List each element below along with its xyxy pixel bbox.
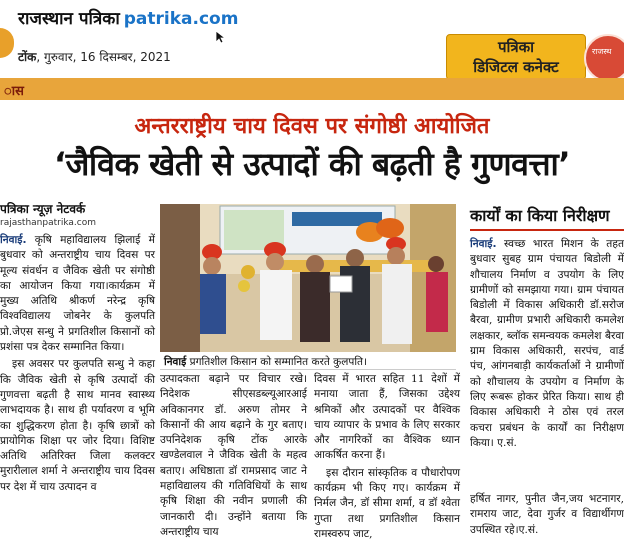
seal-text: राजस्थ [592, 47, 612, 56]
digital-connect-line2: डिजिटल कनेक्ट [473, 58, 559, 76]
kicker-headline: अन्तरराष्ट्रीय चाय दिवस पर संगोष्ठी आयोजित [134, 114, 490, 139]
brand-hindi: राजस्थान पत्रिका [18, 9, 120, 29]
side-story [470, 204, 624, 451]
article-paragraph: इस अवसर पर कुलपति सन्धु ने कहा कि जैविक खेती से कृषि उत्पादों की गुणवत्ता बढ़ती है साथ मानव स्वास्थ्य लाभदायक है। साथ ही पर्यावरण व भूमि का शुद्धिकरण होता है। कृषि छात्रों को प्रायोगिक शिक्षा पर जोर दिया। विशिष्ट अतिथि अतिरिक्त जिला कलक्टर मुरारीलाल शर्मा ने अन्तराष्ट्रीय चाय दिवस पर देश में चाय उत्पादन व [0, 358, 155, 493]
decorative-curve [0, 28, 14, 58]
digital-connect-line1: पत्रिका [497, 38, 535, 56]
edition-dateline [18, 48, 171, 65]
edition-place: टोंक [18, 50, 37, 64]
article-dateline: निवाई. [0, 234, 27, 246]
main-headline: ‘जैविक खेती से उत्पादों की बढ़ती है गुणवत्ता’ [53, 145, 570, 183]
article-continuation [470, 492, 624, 538]
side-story-paragraph: निवाई. स्वच्छ भारत मिशन के तहत बुधवार सुबह ग्राम पंचायत बिडोली में शौचालय निर्माण व उपयोग के लिए ग्रामीणों को समझाया गया। ग्राम पंचायत बिडोली में विकास अधिकारी डॉ.सरोज बैरवा, ग्रामीण प्रभारी अधिकारी कमलेश लक्षकार, ब्लॉक समन्वयक कमलेश बैरवा ग्राम विकास अधिकारी, सरपंच, वार्ड पंच, आंगनबाड़ी कार्यकर्ताओं ने ग्रामीणों को शौचालय के उपयोग व निर्माण के लिए रूबरू होकर प्रेरित किया। साथ ही विकास अधिकारी ने ठोस एवं तरल कचरा प्रबंधन के कार्यों का निरीक्षण किया। ए.सं. [470, 238, 624, 449]
category-bar [0, 78, 624, 100]
side-story-heading: कार्यों का किया निरीक्षण [470, 204, 624, 231]
byline: पत्रिका न्यूज़ नेटवर्क [0, 202, 86, 216]
article-paragraph: उत्पादकता बढ़ाने पर विचार रखे। निदेशक सीएसडब्ल्यूआरआई अविकानगर डॉ. अरुण तोमर ने किसानों की आय बढ़ाने के गुर बताए। उपनिदेशक कृषि टोंक आरके खण्डेलवाल ने जैविक खेती के महत्व बताए। अधिष्ठाता डॉ रामप्रसाद जाट ने महाविद्यालय की गतिविधियों के साथ कृषि शिक्षा की नवीन प्रणाली की जानकारी दी। उन्होंने बताया कि अन्तराष्ट्रीय चाय [160, 373, 307, 538]
article-paragraph: दिवस में भारत सहित 11 देशों में मनाया जाता हैं, जिसका उद्देश्य श्रमिकों और उत्पादकों पर वैश्विक चाय व्यापार के प्रभाव के लिए सरकार और नागरिकों का वैश्विक ध्यान आकर्षित करना हैं। [314, 373, 460, 462]
mouse-cursor-icon [215, 30, 227, 44]
photo-caption [160, 352, 456, 370]
article-photo [160, 204, 456, 352]
category-label: ास [4, 84, 24, 99]
caption-place: निवाई [164, 356, 187, 368]
brand-domain[interactable]: patrika.com [123, 9, 239, 29]
article-paragraph: इस दौरान सांस्कृतिक व पौधारोपण कार्यक्रम भी किए गए। कार्यक्रम में निर्मल जैन, डॉ सीमा शर्मा, व डॉ श्वेता गुप्ता तथा प्रगतिशील किसान रामस्वरुप जाट, [314, 466, 460, 540]
side-story-dateline: निवाई. [470, 238, 497, 250]
patrika-seal-icon [584, 34, 624, 82]
article-paragraph: निवाई. कृषि महाविद्यालय झिलाई में बुधवार को अन्तराष्ट्रीय चाय दिवस पर मूल्य संवर्धन व जैविक खेती पर संगोष्ठी का आयोजन किया गया।कार्यक्रम में मुख्य अतिथि श्रीकर्ण नरेन्द्र कृषि विश्वविद्यालय जोबनेर के कुलपति प्रो.जेएस सन्धु ने प्रगतिशील किसानों को प्रशंसा पत्र देकर सम्मानित किया। [0, 234, 155, 354]
article-column-3 [314, 372, 460, 541]
byline-site: rajasthanpatrika.com [0, 218, 96, 228]
article-column-1 [0, 200, 155, 495]
photo-illustration [160, 204, 456, 352]
brand-name [18, 6, 238, 29]
page-header [0, 0, 624, 78]
article-paragraph: हर्षित नागर, पुनीत जैन,जय भटनागर, रामराय जाट, देवा गुर्जर व विद्यार्थीगण उपस्थित रहे।ए.सं. [470, 493, 624, 536]
article-column-2 [160, 372, 307, 540]
edition-date: , गुरुवार, 16 दिसम्बर, 2021 [36, 50, 171, 64]
caption-text: प्रगतिशील किसान को सम्मानित करते कुलपति। [186, 356, 368, 368]
digital-connect-badge [446, 34, 586, 80]
